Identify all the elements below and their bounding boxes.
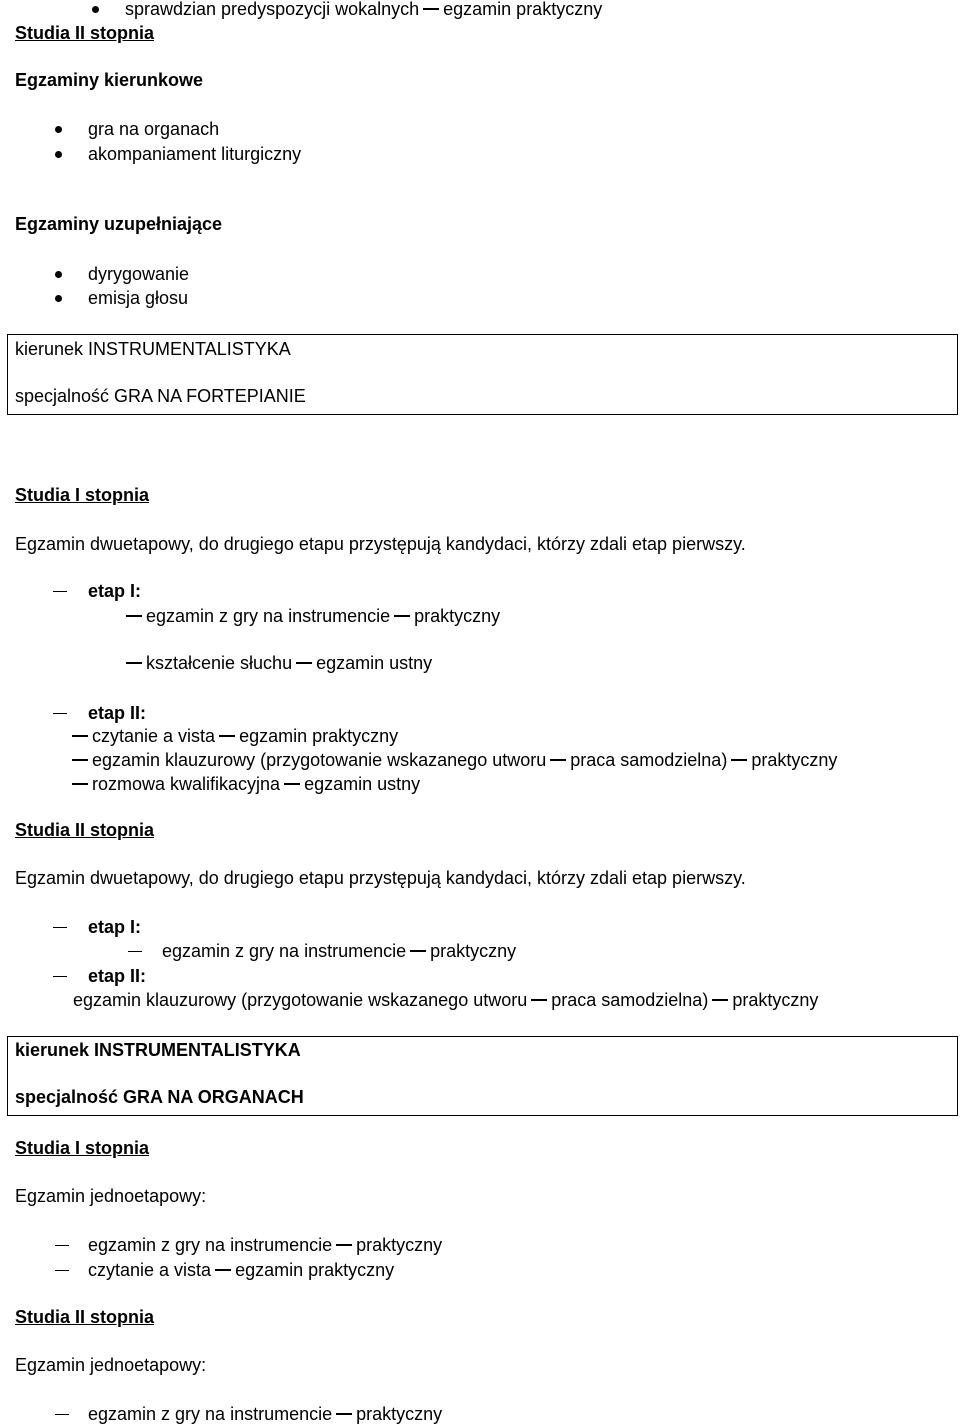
etap-label: etap I: (88, 581, 142, 601)
dash (53, 713, 67, 714)
list-item: egzamin z gry na instrumencie praktyczny (126, 605, 500, 627)
list-item: egzamin klauzurowy (przygotowanie wskazanego utworu praca samodzielna) praktyczny (72, 749, 837, 771)
dash (550, 759, 566, 761)
list-item: rozmowa kwalifikacyjna egzamin ustny (72, 773, 420, 795)
dash (731, 759, 747, 761)
heading-studia: Studia I stopnia (15, 1138, 150, 1158)
list-item: czytanie a vista egzamin praktyczny (72, 725, 398, 747)
list-item: gra na organach (88, 119, 220, 139)
dash (284, 783, 300, 785)
bullet (55, 126, 62, 133)
dash (336, 1413, 352, 1415)
list-item: dyrygowanie (88, 264, 190, 284)
heading-studia: Studia II stopnia (15, 23, 155, 43)
dash (72, 735, 88, 737)
bullet (92, 6, 99, 13)
dash (394, 615, 410, 617)
dash (410, 950, 426, 952)
dash (55, 1270, 69, 1271)
list-item: kształcenie słuchu egzamin ustny (126, 652, 432, 674)
description: Egzamin dwuetapowy, do drugiego etapu przystępują kandydaci, którzy zdali etap pierwszy. (15, 534, 746, 554)
dash (126, 615, 142, 617)
dash (72, 759, 88, 761)
heading-studia: Studia I stopnia (15, 485, 150, 505)
kierunek-label: kierunek INSTRUMENTALISTYKA (15, 1040, 301, 1060)
dash (55, 1414, 69, 1415)
dash (128, 951, 142, 952)
list-item: czytanie a vista egzamin praktyczny (88, 1260, 395, 1280)
bullet (55, 151, 62, 158)
description: Egzamin dwuetapowy, do drugiego etapu przystępują kandydaci, którzy zdali etap pierwszy. (15, 868, 746, 888)
list-item: egzamin z gry na instrumencie praktyczny (162, 941, 517, 961)
list-item: sprawdzian predyspozycji wokalnych egzamin praktyczny (125, 0, 603, 19)
heading-egzaminy-kierunkowe: Egzaminy kierunkowe (15, 70, 204, 90)
list-item: egzamin z gry na instrumencie praktyczny (88, 1404, 443, 1424)
description: Egzamin jednoetapowy: (15, 1355, 207, 1375)
dash (126, 662, 142, 664)
etap-label: etap I: (88, 917, 142, 937)
bullet (55, 271, 62, 278)
dash (53, 927, 67, 928)
list-item: emisja głosu (88, 288, 189, 308)
dash (215, 1269, 231, 1271)
dash (53, 976, 67, 977)
kierunek-label: kierunek INSTRUMENTALISTYKA (15, 339, 291, 359)
dash (712, 999, 728, 1001)
specjalnosc-label: specjalność GRA NA ORGANACH (15, 1087, 304, 1107)
heading-egzaminy-uzupelniajace: Egzaminy uzupełniające (15, 214, 223, 234)
specjalnosc-label: specjalność GRA NA FORTEPIANIE (15, 386, 306, 406)
list-item: akompaniament liturgiczny (88, 144, 302, 164)
heading-studia: Studia II stopnia (15, 1307, 155, 1327)
dash (55, 1245, 69, 1246)
bullet (55, 295, 62, 302)
dash (531, 999, 547, 1001)
list-item: egzamin klauzurowy (przygotowanie wskazanego utworu praca samodzielna) praktyczny (73, 990, 819, 1010)
dash (72, 783, 88, 785)
dash (219, 735, 235, 737)
dash (336, 1244, 352, 1246)
description: Egzamin jednoetapowy: (15, 1186, 207, 1206)
etap-label: etap II: (88, 966, 147, 986)
etap-label: etap II: (88, 703, 147, 723)
dash (53, 591, 67, 592)
dash (423, 8, 439, 10)
heading-studia: Studia II stopnia (15, 820, 155, 840)
list-item: egzamin z gry na instrumencie praktyczny (88, 1235, 443, 1255)
dash (296, 662, 312, 664)
